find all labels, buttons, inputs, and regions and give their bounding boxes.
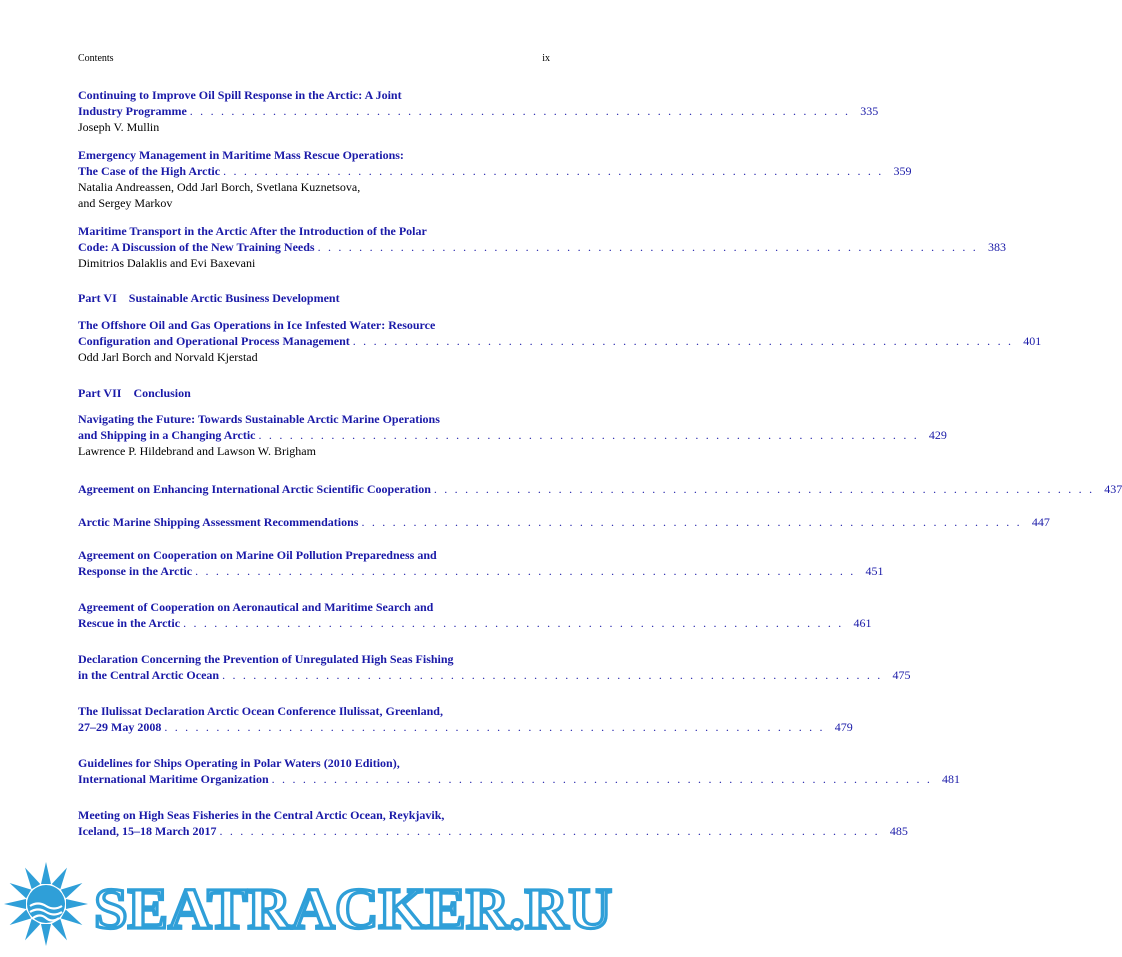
entry-title-text[interactable]: Industry Programme (78, 104, 187, 118)
dot-leader: . . . . . . . . . . . . . . . . . . . . . . . . . . . . . . . . . . . . . . . . . . . . . . . . . . . . . . . . . . . . . . . . (258, 428, 919, 442)
dot-leader: . . . . . . . . . . . . . . . . . . . . . . . . . . . . . . . . . . . . . . . . . . . . . . . . . . . . . . . . . . . . . . . . (223, 164, 884, 178)
toc-entry[interactable] (78, 651, 911, 683)
entry-authors: Joseph V. Mullin (78, 120, 160, 134)
toc-entry[interactable] (78, 514, 1050, 530)
entry-title-last-line[interactable] (78, 481, 1122, 497)
entry-title-last-line[interactable] (78, 239, 1006, 255)
toc-entry[interactable] (78, 755, 961, 787)
entry-page[interactable]: 447 (1031, 515, 1050, 529)
entry-title-text[interactable]: Agreement on Enhancing International Arctic Scientific Cooperation (78, 482, 431, 496)
dot-leader: . . . . . . . . . . . . . . . . . . . . . . . . . . . . . . . . . . . . . . . . . . . . . . . . . . . . . . . . . . . . . . . . (222, 668, 883, 682)
dot-leader: . . . . . . . . . . . . . . . . . . . . . . . . . . . . . . . . . . . . . . . . . . . . . . . . . . . . . . . . . . . . . . . . (164, 720, 825, 734)
entry-title-last-line[interactable] (78, 563, 884, 579)
entry-title-line[interactable]: Continuing to Improve Oil Spill Response in the Arctic: A Joint (78, 88, 402, 102)
entry-title-last-line[interactable] (78, 615, 872, 631)
entry-title-last-line[interactable] (78, 103, 879, 119)
entry-title-last-line[interactable] (78, 514, 1050, 530)
entry-title-line[interactable]: Emergency Management in Maritime Mass Rescue Operations: (78, 148, 404, 162)
toc-entry[interactable] (78, 411, 947, 459)
entry-page[interactable]: 383 (987, 240, 1006, 254)
entry-title-line[interactable]: Navigating the Future: Towards Sustainable Arctic Marine Operations (78, 412, 440, 426)
entry-title-text[interactable]: The Case of the High Arctic (78, 164, 221, 178)
toc-entry[interactable] (78, 599, 872, 631)
entry-title-text[interactable]: Response in the Arctic (78, 564, 193, 578)
dot-leader: . . . . . . . . . . . . . . . . . . . . . . . . . . . . . . . . . . . . . . . . . . . . . . . . . . . . . . . . . . . . . . . . (183, 616, 844, 630)
toc-entry[interactable] (78, 317, 1042, 365)
entry-authors: Lawrence P. Hildebrand and Lawson W. Brigham (78, 444, 316, 458)
entry-title-last-line[interactable] (78, 163, 912, 179)
toc-entry[interactable] (78, 703, 853, 735)
entry-title-last-line[interactable] (78, 771, 961, 787)
toc-entry[interactable] (78, 223, 1006, 271)
entry-title-line[interactable]: The Ilulissat Declaration Arctic Ocean Conference Ilulissat, Greenland, (78, 704, 443, 718)
toc-entry[interactable] (78, 87, 879, 135)
entry-page[interactable]: 437 (1104, 482, 1122, 496)
entry-title-text[interactable]: Arctic Marine Shipping Assessment Recommendations (78, 515, 359, 529)
watermark-graphic (0, 858, 628, 952)
entry-title-line[interactable]: Agreement on Cooperation on Marine Oil Pollution Preparedness and (78, 548, 437, 562)
toc-entry[interactable] (78, 147, 912, 211)
entry-page[interactable]: 335 (860, 104, 879, 118)
dot-leader: . . . . . . . . . . . . . . . . . . . . . . . . . . . . . . . . . . . . . . . . . . . . . . . . . . . . . . . . . . . . . . . . (189, 104, 851, 118)
entry-page[interactable]: 451 (865, 564, 884, 578)
entry-title-last-line[interactable] (78, 427, 947, 443)
dot-leader: . . . . . . . . . . . . . . . . . . . . . . . . . . . . . . . . . . . . . . . . . . . . . . . . . . . . . . . . . . . . . . . . (195, 564, 856, 578)
entry-title-last-line[interactable] (78, 719, 853, 735)
part-label: Part VI (78, 291, 117, 305)
entry-title-text[interactable]: Code: A Discussion of the New Training Needs (78, 240, 315, 254)
toc-entry[interactable] (78, 481, 1122, 497)
running-head: Contents (78, 53, 114, 64)
entry-page[interactable]: 359 (893, 164, 912, 178)
part-heading[interactable] (78, 291, 340, 306)
toc-entry[interactable] (78, 807, 908, 839)
entry-title-last-line[interactable] (78, 823, 908, 839)
dot-leader: . . . . . . . . . . . . . . . . . . . . . . . . . . . . . . . . . . . . . . . . . . . . . . . . . . . . . . . . . . . . . . . . (352, 334, 1014, 348)
entry-title-last-line[interactable] (78, 667, 911, 683)
dot-leader: . . . . . . . . . . . . . . . . . . . . . . . . . . . . . . . . . . . . . . . . . . . . . . . . . . . . . . . . . . . . . . . . (317, 240, 978, 254)
toc-entry[interactable] (78, 547, 884, 579)
dot-leader: . . . . . . . . . . . . . . . . . . . . . . . . . . . . . . . . . . . . . . . . . . . . . . . . . . . . . . . . . . . . . . . . (219, 824, 880, 838)
entry-title-text[interactable]: International Maritime Organization (78, 772, 269, 786)
entry-page[interactable]: 461 (853, 616, 872, 630)
entry-title-text[interactable]: Rescue in the Arctic (78, 616, 181, 630)
entry-page[interactable]: 485 (889, 824, 908, 838)
entry-authors: Odd Jarl Borch and Norvald Kjerstad (78, 350, 258, 364)
dot-leader: . . . . . . . . . . . . . . . . . . . . . . . . . . . . . . . . . . . . . . . . . . . . . . . . . . . . . . . . . . . . . . . . (433, 482, 1095, 496)
entry-title-text[interactable]: Configuration and Operational Process Management (78, 334, 350, 348)
entry-title-line[interactable]: Guidelines for Ships Operating in Polar Waters (2010 Edition), (78, 756, 400, 770)
entry-title-text[interactable]: Iceland, 15–18 March 2017 (78, 824, 217, 838)
entry-title-last-line[interactable] (78, 333, 1042, 349)
sun-icon (4, 862, 88, 946)
entry-title-line[interactable]: Declaration Concerning the Prevention of Unregulated High Seas Fishing (78, 652, 454, 666)
part-title: Conclusion (133, 386, 191, 400)
entry-page[interactable]: 429 (928, 428, 947, 442)
part-title: Sustainable Arctic Business Development (128, 291, 340, 305)
entry-title-line[interactable]: Maritime Transport in the Arctic After the Introduction of the Polar (78, 224, 427, 238)
entry-title-text[interactable]: 27–29 May 2008 (78, 720, 162, 734)
entry-page[interactable]: 481 (942, 772, 961, 786)
entry-title-line[interactable]: Meeting on High Seas Fisheries in the Central Arctic Ocean, Reykjavik, (78, 808, 445, 822)
entry-page[interactable]: 475 (892, 668, 911, 682)
entry-authors: Dimitrios Dalaklis and Evi Baxevani (78, 256, 256, 270)
entry-title-line[interactable]: The Offshore Oil and Gas Operations in Ice Infested Water: Resource (78, 318, 436, 332)
entry-authors: Natalia Andreassen, Odd Jarl Borch, Svetlana Kuznetsova, (78, 180, 361, 194)
entry-title-text[interactable]: in the Central Arctic Ocean (78, 668, 220, 682)
part-label: Part VII (78, 386, 122, 400)
page-header (78, 53, 550, 64)
page-number: ix (542, 53, 550, 64)
entry-title-text[interactable]: and Shipping in a Changing Arctic (78, 428, 256, 442)
entry-authors: and Sergey Markov (78, 196, 173, 210)
part-heading[interactable] (78, 386, 191, 401)
watermark-text: SEATRACKER.RU (94, 876, 612, 941)
dot-leader: . . . . . . . . . . . . . . . . . . . . . . . . . . . . . . . . . . . . . . . . . . . . . . . . . . . . . . . . . . . . . . . . (361, 515, 1022, 529)
entry-page[interactable]: 479 (834, 720, 853, 734)
dot-leader: . . . . . . . . . . . . . . . . . . . . . . . . . . . . . . . . . . . . . . . . . . . . . . . . . . . . . . . . . . . . . . . . (271, 772, 933, 786)
watermark (0, 858, 628, 952)
entry-page[interactable]: 401 (1023, 334, 1042, 348)
entry-title-line[interactable]: Agreement of Cooperation on Aeronautical and Maritime Search and (78, 600, 434, 614)
